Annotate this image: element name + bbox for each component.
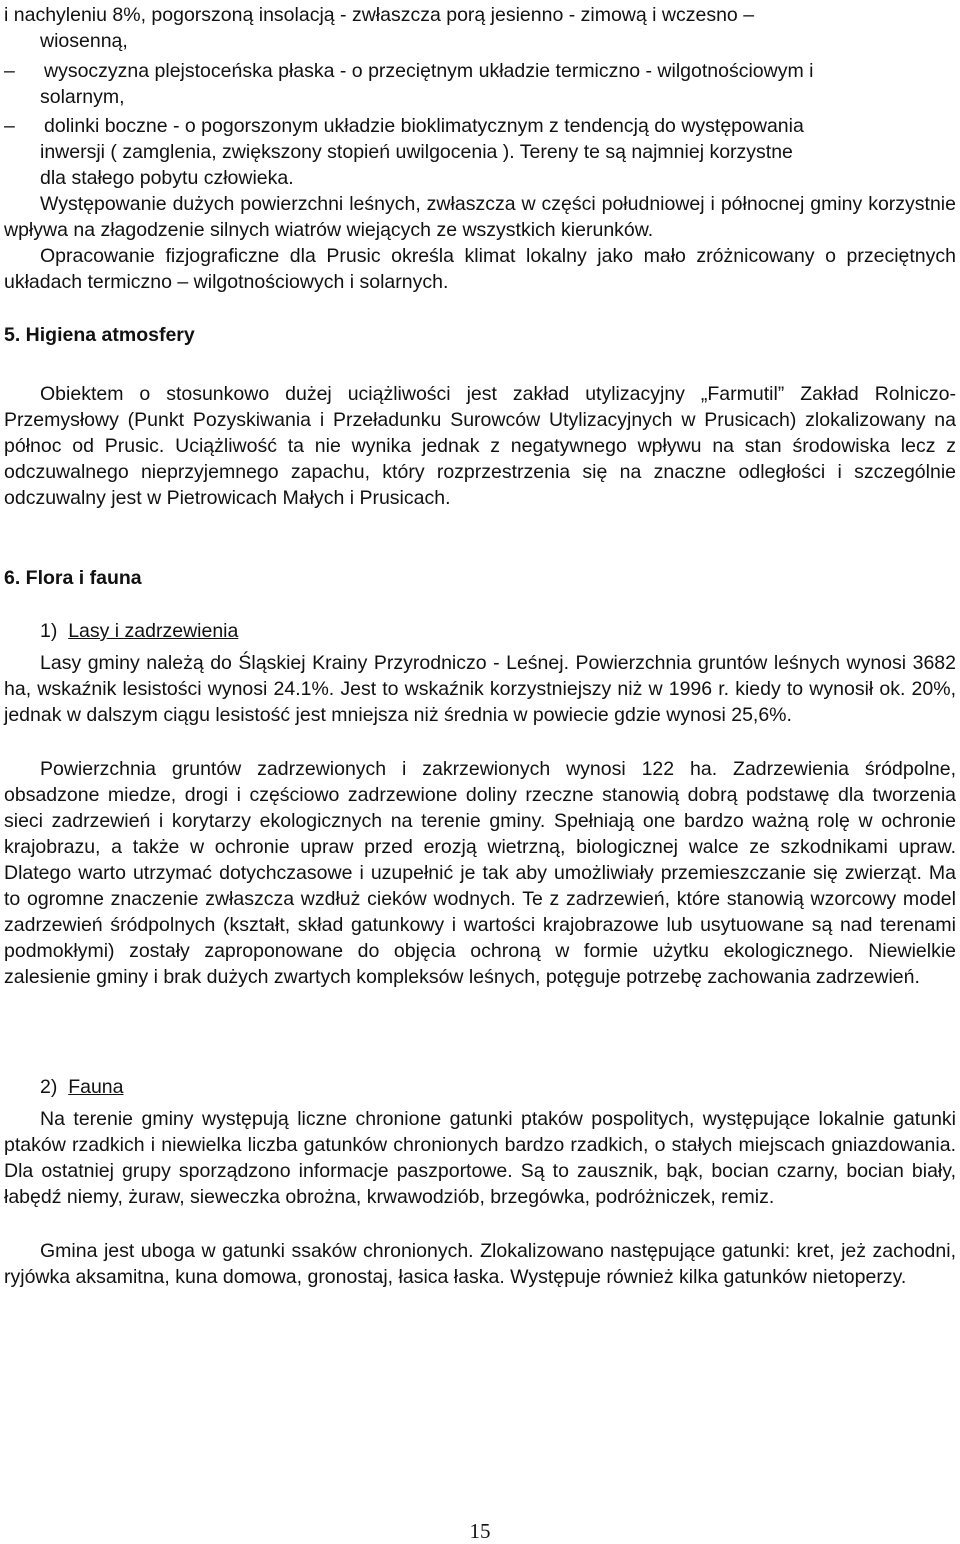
text-line: dla stałego pobytu człowieka. — [40, 167, 294, 189]
paragraph: Lasy gminy należą do Śląskiej Krainy Przyrodniczo - Leśnej. Powierzchnia gruntów leśnych wynosi 3682 ha, wskaźnik lesistości wynosi 24.1%. Jest to wskaźnik korzystniejszy niż w 1996 r. kiedy to wynosił ok. 20%, jednak w dalszym ciągu lesistość jest mniejsza niż średnia w powiecie gdzie wynosi 25,6%. — [4, 652, 956, 726]
page-number: 15 — [469, 1519, 491, 1543]
subsection-title — [40, 618, 238, 644]
paragraph: Występowanie dużych powierzchni leśnych, zwłaszcza w części południowej i północnej gminy korzystnie wpływa na złagodzenie silnych wiatrów wiejących ze wszystkich kierunków. — [4, 193, 956, 241]
section-heading: 5. Higiena atmosfery — [4, 324, 195, 346]
paragraph: Gmina jest uboga w gatunki ssaków chronionych. Zlokalizowano następujące gatunki: kret, jeż zachodni, ryjówka aksamitna, kuna domowa, gronostaj, łasica łaska. Występuje również kilka gatunków nietoperzy. — [4, 1240, 956, 1288]
subsection-label: Lasy i zadrzewienia — [68, 620, 239, 642]
list-item-text: dolinki boczne - o pogorszonym układzie bioklimatycznym z tendencją do występowania — [44, 115, 804, 137]
paragraph: Obiektem o stosunkowo dużej uciążliwości jest zakład utylizacyjny „Farmutil” Zakład Rolniczo-Przemysłowy (Punkt Pozyskiwania i Przeładunku Surowców Utylizacyjnych w Prusicach) zlokalizowany na północ od Prusic. Uciążliwość ta nie wynika jednak z negatywnego wpływu na stan środowiska lecz z odczuwalnego nieprzyjemnego zapachu, który rozprzestrzenia się na znaczne odległości i szczególnie odczuwalny jest w Pietrowicach Małych i Prusicach. — [4, 383, 956, 509]
paragraph: Na terenie gminy występują liczne chronione gatunki ptaków pospolitych, występujące lokalnie gatunki ptaków rzadkich i niewielka liczba gatunków chronionych bardzo rzadkich, o stałych miejscach gniazdowania. Dla ostatniej grupy sporządzono informacje paszportowe. Są to zausznik, bąk, bocian czarny, bocian biały, łabędź niemy, żuraw, sieweczka obrożna, krwawodziób, brzegówka, podróżniczek, remiz. — [4, 1108, 956, 1208]
text-line: inwersji ( zamglenia, zwiększony stopień uwilgocenia ). Tereny te są najmniej korzystne — [40, 141, 793, 163]
section-heading: 6. Flora i fauna — [4, 567, 142, 589]
subsection-label: Fauna — [68, 1076, 124, 1098]
text-line: solarnym, — [40, 86, 125, 108]
list-item-text: wysoczyzna plejstoceńska płaska - o przeciętnym układzie termiczno - wilgotnościowym i — [44, 60, 814, 82]
list-item — [4, 58, 956, 84]
list-item — [4, 113, 956, 139]
text-line: i nachyleniu 8%, pogorszoną insolacją - zwłaszcza porą jesienno - zimową i wczesno – — [4, 4, 755, 26]
list-dash: – — [4, 60, 15, 82]
list-dash: – — [4, 115, 15, 137]
subsection-title — [40, 1074, 123, 1100]
subsection-number: 2) — [40, 1076, 58, 1098]
subsection-number: 1) — [40, 620, 58, 642]
text-line: wiosenną, — [40, 30, 128, 52]
paragraph: Opracowanie fizjograficzne dla Prusic określa klimat lokalny jako mało zróżnicowany o przeciętnych układach termiczno – wilgotnościowych i solarnych. — [4, 245, 956, 293]
paragraph: Powierzchnia gruntów zadrzewionych i zakrzewionych wynosi 122 ha. Zadrzewienia śródpolne, obsadzone miedze, drogi i częściowo zadrzewione doliny rzeczne stanowią dobrą podstawę dla tworzenia sieci zadrzewień i korytarzy ekologicznych na terenie gminy. Spełniają one bardzo ważną rolę w ochronie krajobrazu, a także w ochronie upraw przed erozją wietrzną, biologicznej walce ze szkodnikami upraw. Dlatego warto utrzymać dotychczasowe i uzupełnić je tak aby umożliwiały przemieszczanie się zwierząt. Ma to ogromne znaczenie zwłaszcza wzdłuż cieków wodnych. Te z zadrzewień, które stanowią wzorcowy model zadrzewień śródpolnych (kształt, skład gatunkowy i wartości krajobrazowe lub usytuowane są nad terenami podmokłymi) zostały zaproponowane do objęcia ochroną w formie użytku ekologicznego. Niewielkie zalesienie gminy i brak dużych zwartych kompleksów leśnych, potęguje potrzebę zachowania zadrzewień. — [4, 758, 956, 988]
